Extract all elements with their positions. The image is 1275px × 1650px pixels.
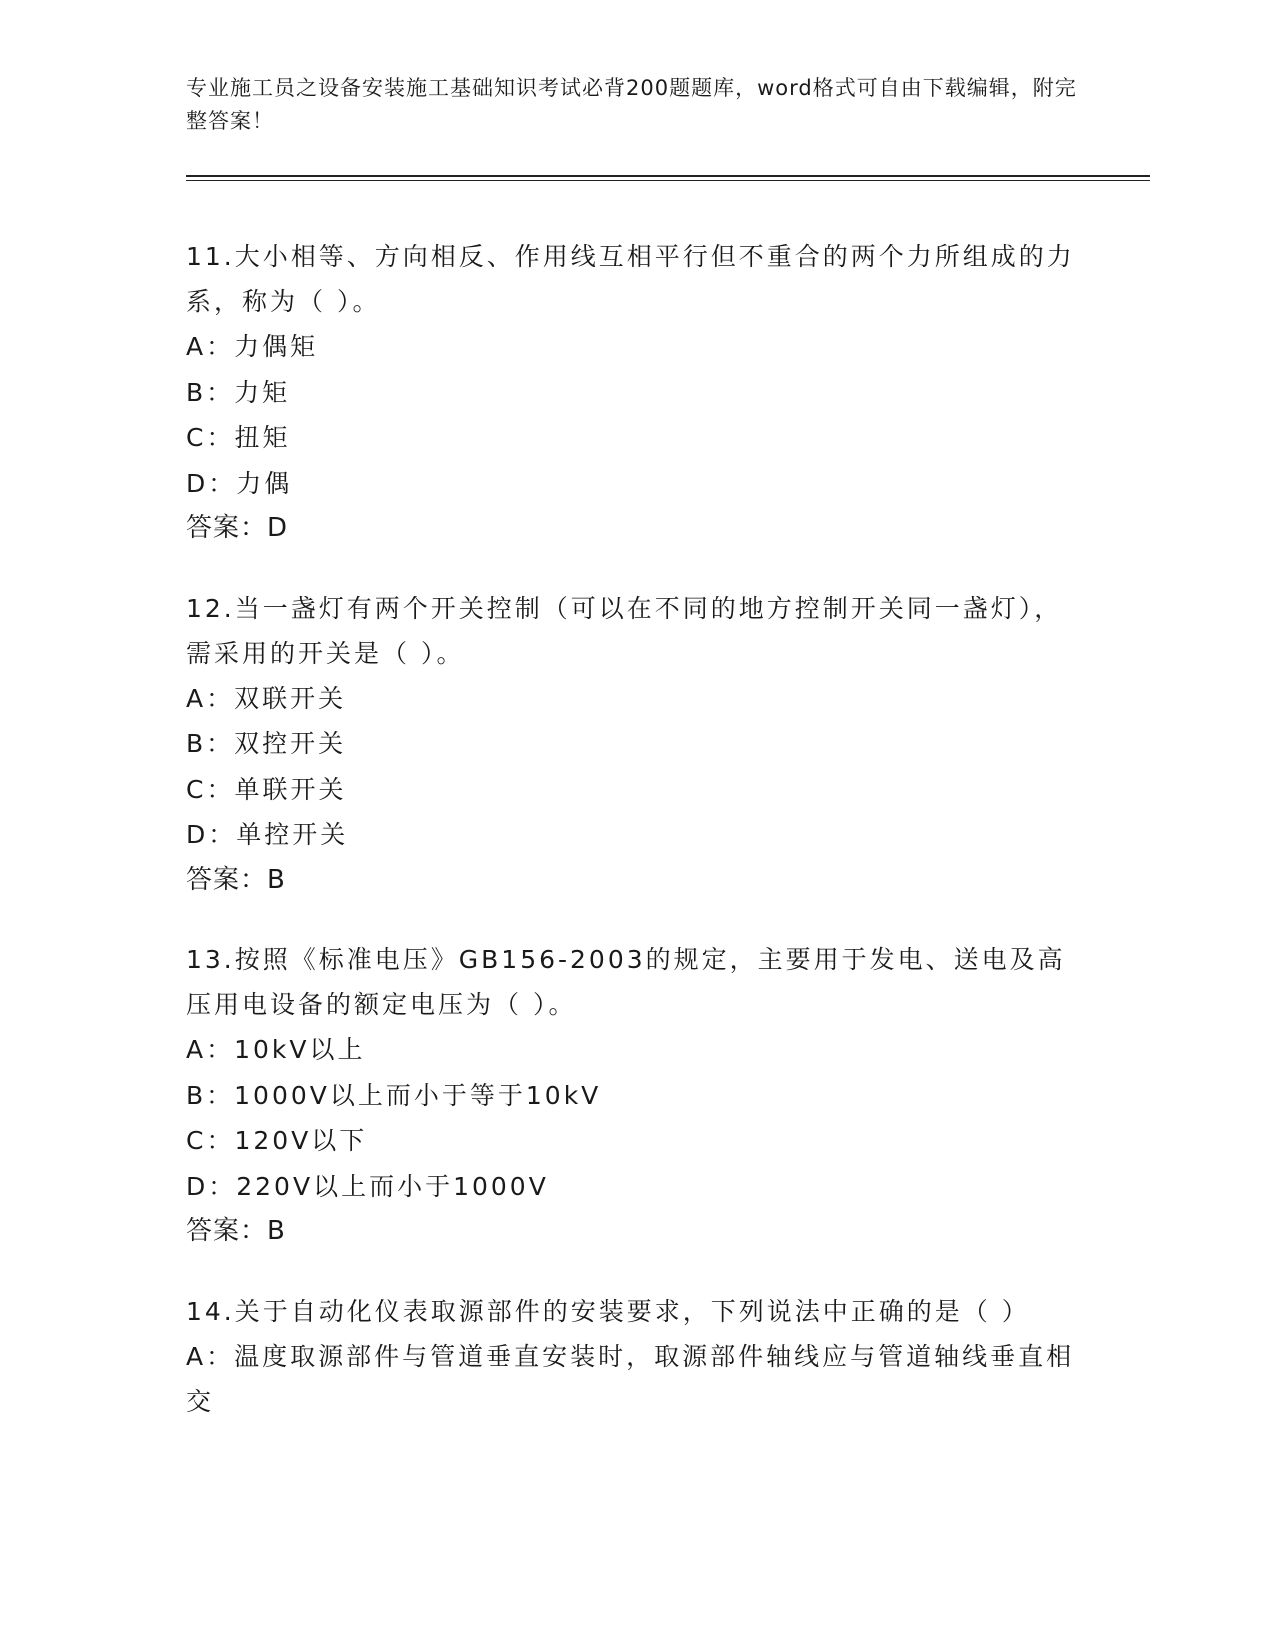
option-d: D：220V以上而小于1000V	[186, 1171, 549, 1201]
option-c: C：单联开关	[186, 774, 347, 804]
question-14	[186, 1289, 1086, 1424]
header-rule-thin	[186, 180, 1150, 181]
option-c: C：120V以下	[186, 1126, 368, 1155]
question-12	[186, 586, 1086, 904]
option-a: A：温度取源部件与管道垂直安装时，取源部件轴线应与管道轴线垂直相交	[186, 1341, 1075, 1416]
question-stem: 11.大小相等、方向相反、作用线互相平行但不重合的两个力所组成的力系，称为（ ）。	[186, 242, 1075, 316]
option-b: B：1000V以上而小于等于10kV	[186, 1080, 602, 1110]
option-a: A：双联开关	[186, 683, 347, 713]
option-d: D：单控开关	[186, 820, 349, 849]
question-stem: 14.关于自动化仪表取源部件的安装要求，下列说法中正确的是（ ）	[186, 1296, 1030, 1326]
answer: 答案：B	[186, 864, 286, 895]
option-d: D：力偶	[186, 468, 293, 498]
question-stem: 12.当一盏灯有两个开关控制（可以在不同的地方控制开关同一盏灯），需采用的开关是（ ）。	[186, 593, 1063, 668]
option-a: A：10kV以上	[186, 1035, 366, 1064]
document-header: 专业施工员之设备安装施工基础知识考试必背200题题库，word格式可自由下载编辑，附完整答案！	[186, 76, 1077, 133]
answer: 答案：D	[186, 513, 289, 543]
option-a: A：力偶矩	[186, 332, 319, 361]
option-c: C：扭矩	[186, 423, 291, 452]
question-13	[186, 937, 1086, 1255]
option-b: B：双控开关	[186, 729, 347, 758]
option-b: B：力矩	[186, 377, 291, 407]
question-11	[186, 234, 1086, 552]
header-rule-thick	[186, 175, 1150, 177]
question-stem: 13.按照《标准电压》GB156-2003的规定，主要用于发电、送电及高压用电设备的额定电压为（ ）。	[186, 945, 1066, 1019]
question-list	[186, 234, 1086, 1458]
answer: 答案：B	[186, 1216, 286, 1246]
